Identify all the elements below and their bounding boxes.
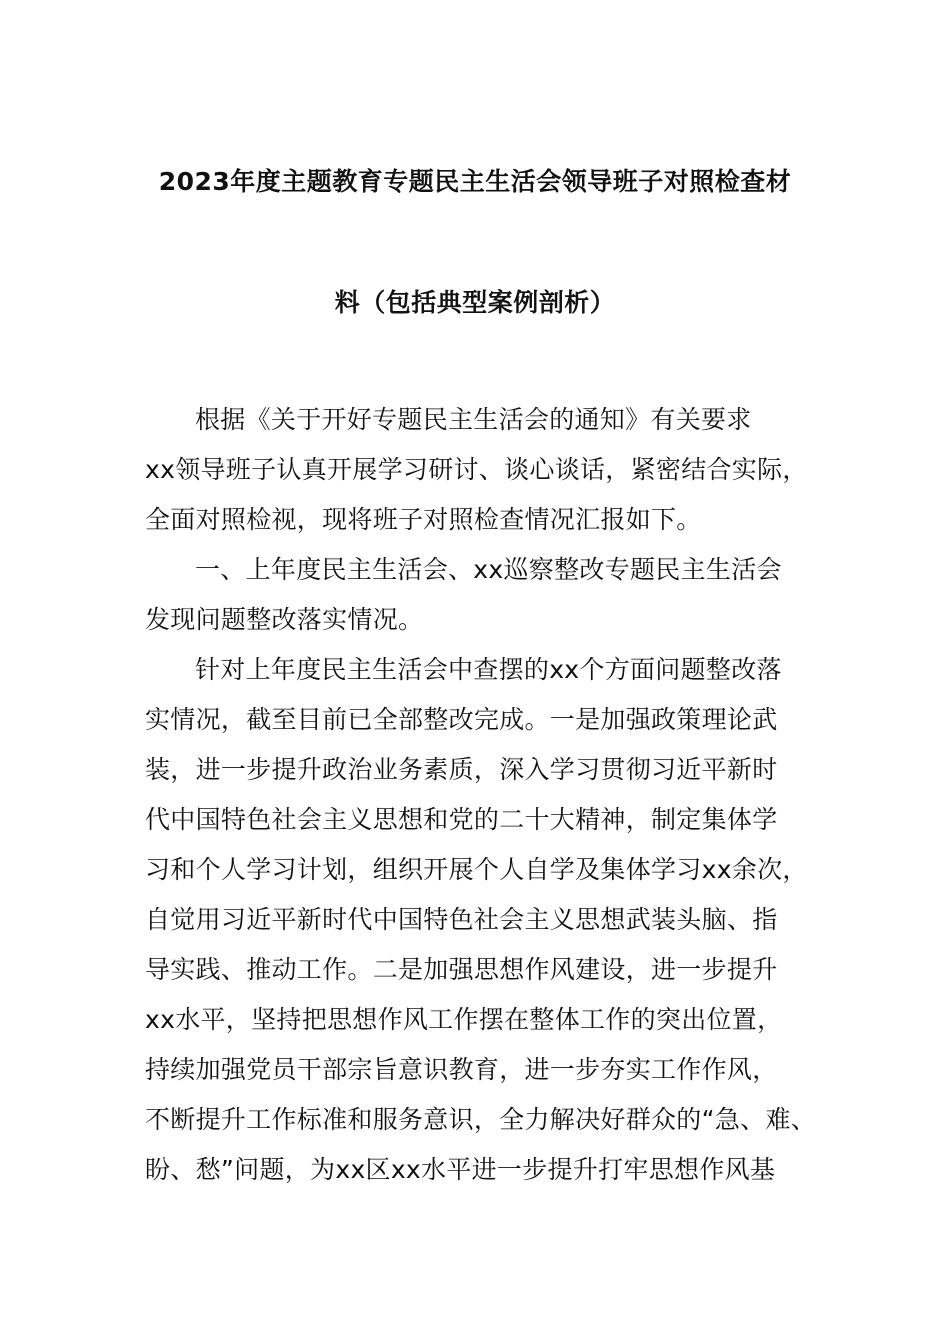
document-title-line-2: 料（包括典型案例剖析）: [334, 288, 616, 317]
paragraph-2-line-5: 习和个人学习计划，组织开展个人自学及集体学习xx余次，: [145, 855, 808, 884]
paragraph-1-line-2: xx领导班子认真开展学习研讨、谈心谈话，紧密结合实际，: [145, 455, 808, 484]
paragraph-2-line-1: 针对上年度民主生活会中查摆的xx个方面问题整改落: [195, 655, 782, 684]
paragraph-1-line-1: 根据《关于开好专题民主生活会的通知》有关要求: [195, 405, 752, 434]
paragraph-2-line-9: 持续加强党员干部宗旨意识教育，进一步夯实工作作风，: [145, 1055, 778, 1084]
paragraph-2-line-10: 不断提升工作标准和服务意识，全力解决好群众的“急、难、: [145, 1105, 817, 1134]
paragraph-2-line-11: 盼、愁”问题，为xx区xx水平进一步提升打牢思想作风基: [145, 1155, 776, 1184]
section-heading-line-1: 一、上年度民主生活会、xx巡察整改专题民主生活会: [195, 555, 782, 584]
paragraph-1-line-3: 全面对照检视，现将班子对照检查情况汇报如下。: [145, 505, 702, 534]
paragraph-2-line-7: 导实践、推动工作。二是加强思想作风建设，进一步提升: [145, 955, 778, 984]
paragraph-2-line-4: 代中国特色社会主义思想和党的二十大精神，制定集体学: [145, 805, 778, 834]
document-title-line-1: 2023年度主题教育专题民主生活会领导班子对照检查材: [158, 167, 792, 196]
paragraph-2-line-3: 装，进一步提升政治业务素质，深入学习贯彻习近平新时: [145, 755, 778, 784]
paragraph-2-line-8: xx水平，坚持把思想作风工作摆在整体工作的突出位置，: [145, 1005, 783, 1034]
paragraph-2-line-6: 自觉用习近平新时代中国特色社会主义思想武装头脑、指: [145, 905, 778, 934]
paragraph-2-line-2: 实情况，截至目前已全部整改完成。一是加强政策理论武: [145, 705, 778, 734]
section-heading-line-2: 发现问题整改落实情况。: [145, 605, 424, 634]
